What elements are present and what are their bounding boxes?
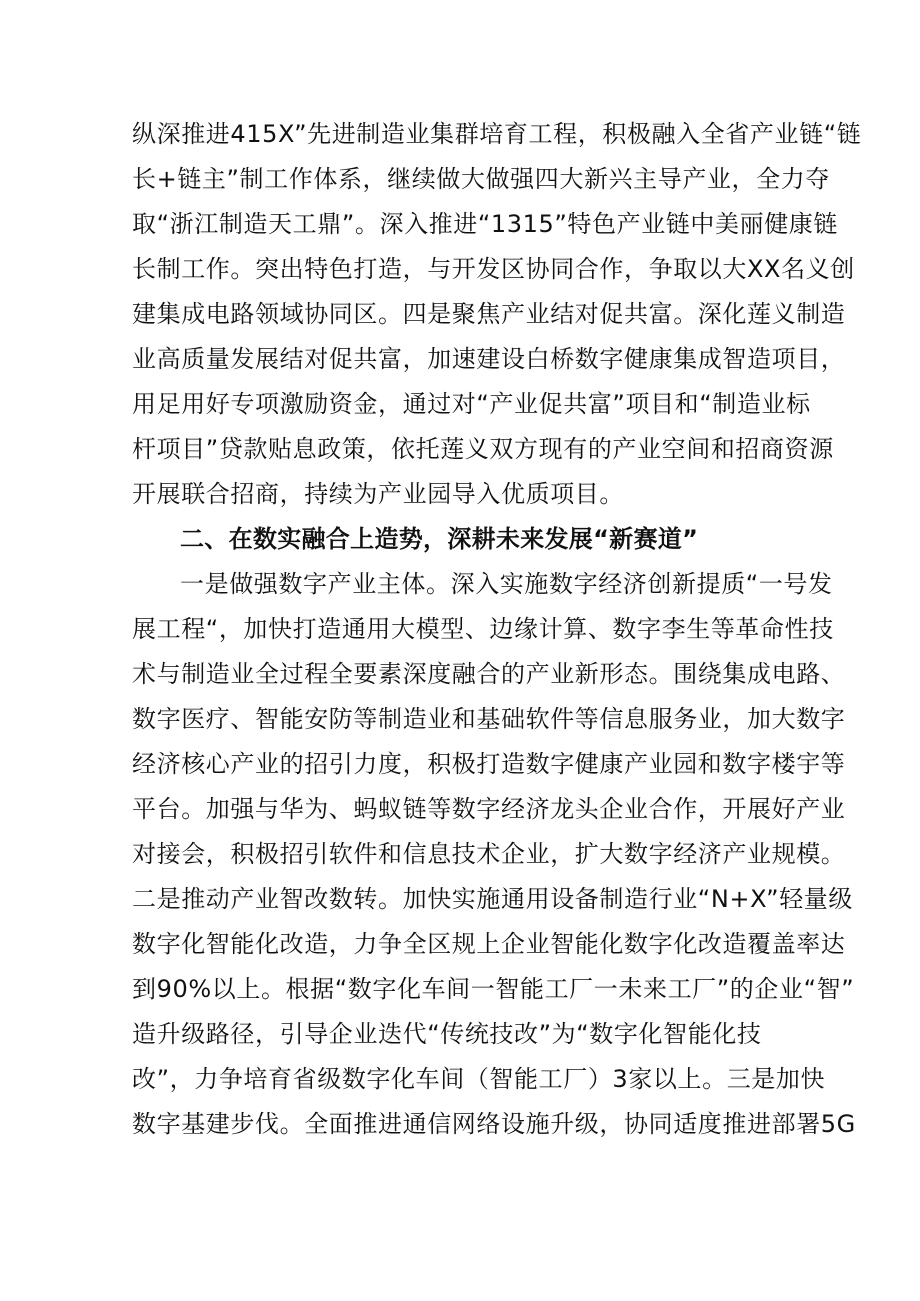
paragraph-line: 二是推动产业智改数转。加快实施通用设备制造行业“N+X”轻量级 [132, 885, 853, 913]
paragraph-line: 开展联合招商，持续为产业园导入优质项目。 [132, 480, 624, 508]
paragraph-line: 用足用好专项激励资金，通过对“产业促共富”项目和“制造业标 [132, 390, 811, 418]
paragraph-line: 数字化智能化改造，力争全区规上企业智能化数字化改造覆盖率达 [132, 930, 846, 958]
paragraph-line: 对接会，积极招引软件和信息技术企业，扩大数字经济产业规模。 [132, 840, 846, 868]
paragraph-line: 纵深推进415X”先进制造业集群培育工程，积极融入全省产业链“链 [132, 120, 862, 148]
section-heading: 二、在数实融合上造势，深耕未来发展“新赛道” [180, 525, 699, 553]
paragraph-line: 长+链主”制工作体系，继续做大做强四大新兴主导产业，全力夺 [132, 165, 830, 193]
paragraph-line: 经济核心产业的招引力度，积极打造数字健康产业园和数字楼宇等 [132, 750, 846, 778]
paragraph-line: 长制工作。突出特色打造，与开发区协同合作，争取以大XX名义创 [132, 255, 855, 283]
paragraph-line: 一是做强数字产业主体。深入实施数字经济创新提质“一号发 [180, 570, 833, 598]
paragraph-line: 数字基建步伐。全面推进通信网络设施升级，协同适度推进部署5G [132, 1110, 856, 1138]
paragraph-line: 取“浙江制造天工鼎”。深入推进“1315”特色产业链中美丽健康链 [132, 210, 839, 238]
paragraph-line: 到90%以上。根据“数字化车间一智能工厂一未来工厂”的企业“智” [132, 975, 855, 1003]
paragraph-line: 平台。加强与华为、蚂蚁链等数字经济龙头企业合作，开展好产业 [132, 795, 846, 823]
paragraph-line: 术与制造业全过程全要素深度融合的产业新形态。围绕集成电路、 [132, 660, 846, 688]
paragraph-line: 业高质量发展结对促共富，加速建设白桥数字健康集成智造项目， [132, 345, 846, 373]
paragraph-line: 改”，力争培育省级数字化车间（智能工厂）3家以上。三是加快 [132, 1065, 826, 1093]
paragraph-line: 展工程“，加快打造通用大模型、边缘计算、数字李生等革命性技 [132, 615, 834, 643]
paragraph-line: 数字医疗、智能安防等制造业和基础软件等信息服务业，加大数字 [132, 705, 846, 733]
paragraph-line: 建集成电路领域协同区。四是聚焦产业结对促共富。深化莲义制造 [132, 300, 846, 328]
paragraph-line: 造升级路径，引导企业迭代“传统技改”为“数字化智能化技 [132, 1020, 762, 1048]
paragraph-line: 杆项目”贷款贴息政策，依托莲义双方现有的产业空间和招商资源 [132, 435, 834, 463]
